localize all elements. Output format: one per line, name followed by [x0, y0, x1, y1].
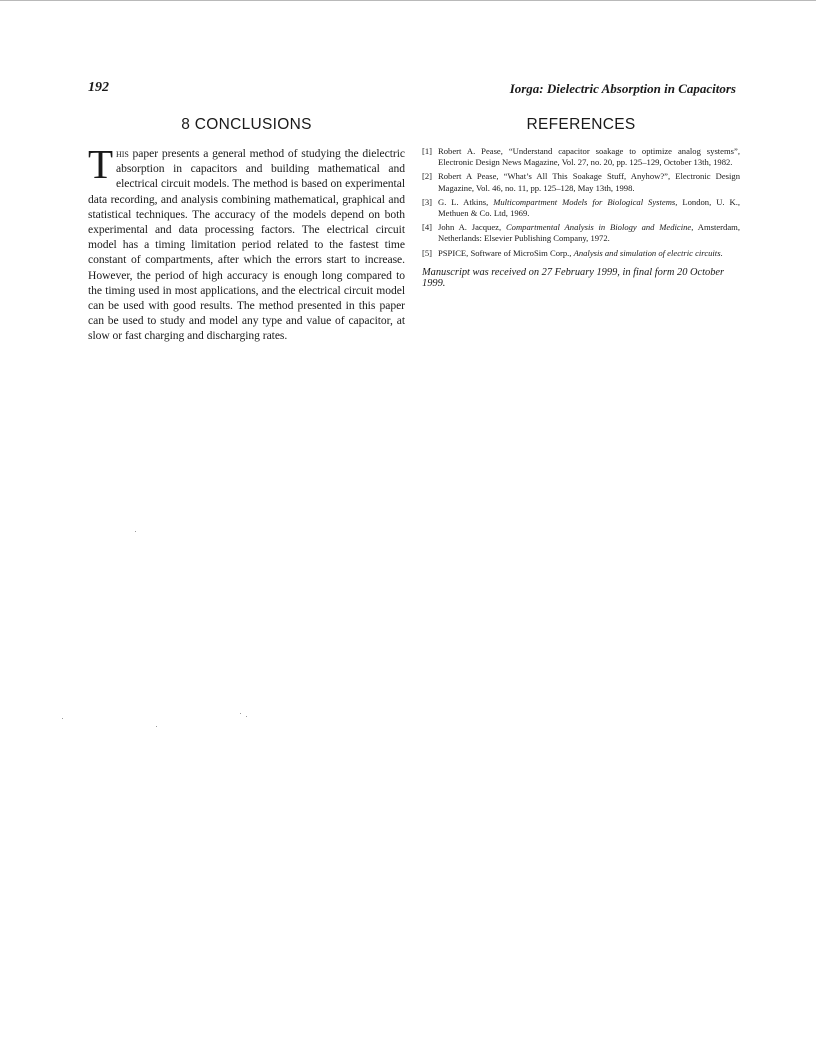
- scan-speck: [62, 718, 63, 719]
- references-heading: REFERENCES: [526, 116, 636, 133]
- small-caps-lead: his: [116, 147, 129, 160]
- page-top-rule: [0, 0, 816, 1]
- reference-title: Analysis and simulation of electric circuits: [573, 247, 721, 258]
- drop-cap: T: [88, 141, 113, 187]
- reference-text: PSPICE, Software of MicroSim Corp.,: [438, 247, 574, 258]
- reference-number: [5]: [422, 247, 433, 258]
- scan-speck: [240, 713, 241, 714]
- reference-number: [1]: [422, 146, 433, 156]
- reference-text: Robert A. Pease, “Understand capacitor soakage to optimize analog systems”, Electronic Design News Magazine, Vol. 27, no. 20, pp. 125–129, October 13th, 1982.: [438, 146, 740, 168]
- page-number: 192: [88, 80, 109, 95]
- reference-list: [422, 146, 740, 259]
- reference-item: [422, 248, 740, 259]
- reference-item: [422, 222, 740, 244]
- manuscript-received-note: Manuscript was received on 27 February 1999, in final form 20 October 1999.: [422, 266, 725, 289]
- reference-text-end: , Amsterdam, Netherlands: Elsevier Publishing Company, 1972.: [438, 222, 740, 244]
- scan-speck: [246, 716, 247, 717]
- reference-number: [4]: [422, 222, 433, 233]
- references-column: [422, 116, 740, 289]
- reference-text-end: .: [720, 247, 723, 258]
- running-head: Iorga: Dielectric Absorption in Capacitors: [509, 81, 736, 96]
- reference-item: [422, 146, 740, 168]
- reference-title: Multicompartment Models for Biological Systems: [493, 196, 676, 207]
- reference-item: [422, 197, 740, 219]
- conclusions-column: [88, 116, 405, 344]
- reference-number: [3]: [422, 196, 433, 207]
- reference-number: [2]: [422, 171, 433, 182]
- scan-speck: [156, 726, 157, 727]
- reference-text: Robert A Pease, “What’s All This Soakage Stuff, Anyhow?”, Electronic Design Magazine, Vol. 46, no. 11, pp. 125–128, May 13th, 1998.: [438, 171, 740, 193]
- reference-text-end: , London, U. K., Methuen & Co. Ltd, 1969.: [438, 196, 741, 219]
- conclusions-paragraph: [88, 141, 405, 344]
- conclusions-body: paper presents a general method of studying the dielectric absorption in capacitors and building mathematical and electrical circuit models. The method is based on experimental data recording, and analysis combining mathematical, graphical and statistical techniques. The accuracy of the models depend on both experimental and data processing factors. The electrical circuit model has a timing limitation period related to the fastest time constant of compartments, after which the errors start to increase. However, the period of high accuracy is enough long compared to the timing used in most applications, and the electrical circuit model can be used with good results. The method presented in this paper can be used to study and model any type and value of capacitor, at slow or fast charging and discharging rates.: [88, 147, 405, 343]
- conclusions-heading: 8 CONCLUSIONS: [181, 116, 312, 133]
- reference-item: [422, 171, 740, 193]
- reference-text: John A. Jacquez,: [438, 222, 506, 233]
- reference-title: Compartmental Analysis in Biology and Medicine: [505, 222, 692, 233]
- scan-speck: [135, 531, 136, 532]
- reference-text: G. L. Atkins,: [438, 196, 494, 207]
